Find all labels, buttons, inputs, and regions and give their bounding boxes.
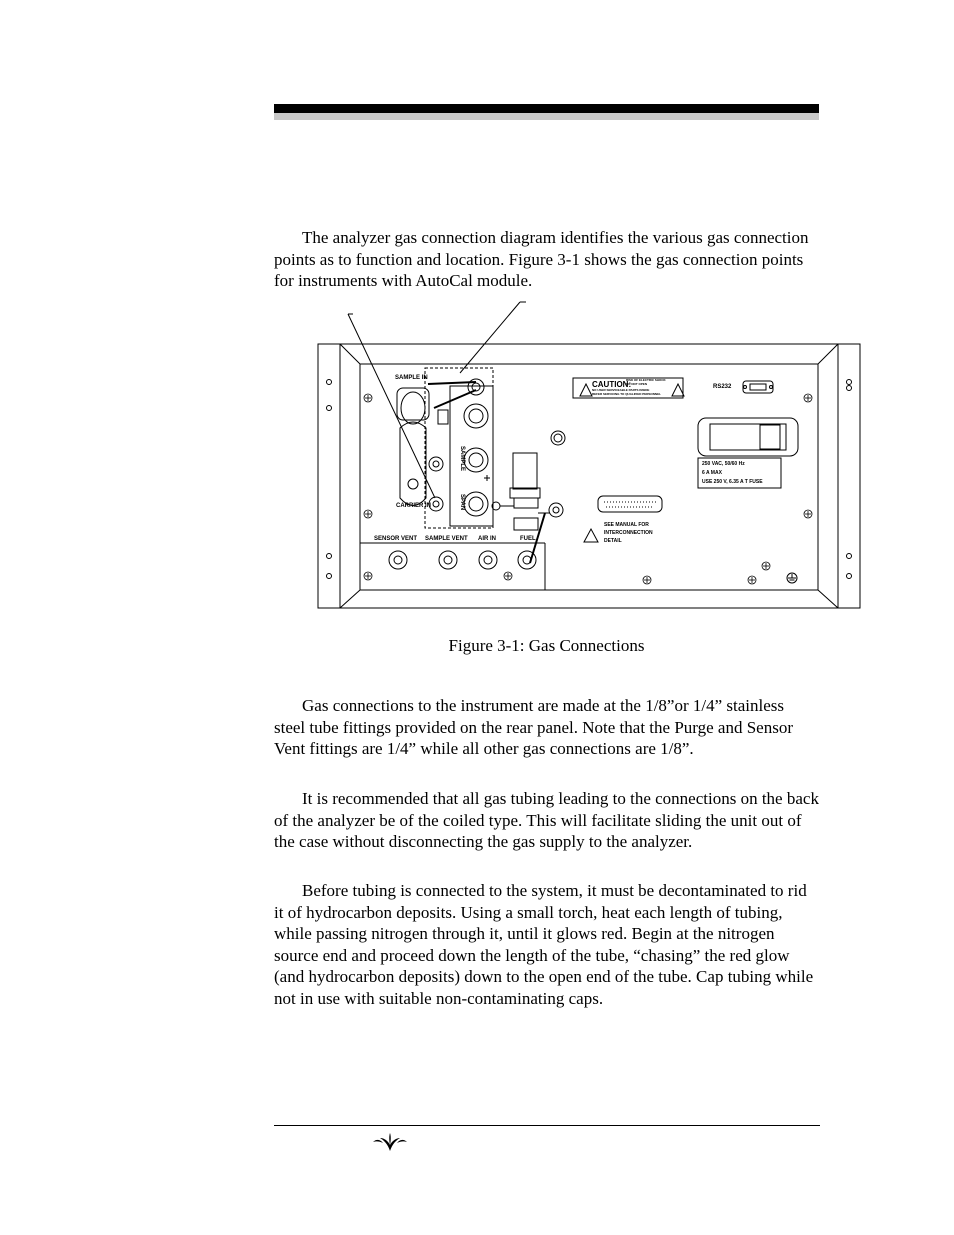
header-rule-shadow: [274, 113, 819, 120]
label-fuel: FUEL: [520, 536, 536, 542]
warning-triangle-icon: [580, 384, 684, 542]
label-power-line1: 250 VAC, 50/60 Hz: [702, 461, 745, 467]
gas-connections-figure: [300, 298, 870, 618]
label-caution-line4: REFER SERVICING TO QUALIFIED PERSONNEL: [592, 392, 661, 396]
label-sample-vent: SAMPLE VENT: [425, 536, 468, 542]
paragraph-coiled-tubing: It is recommended that all gas tubing leading to the connections on the back of the analyzer be of the coiled type. This will facilitate sliding the unit out of the case without disconnecting the gas supply to the analyzer.: [274, 789, 819, 852]
label-caution-line3: NO USER SERVICEABLE PARTS INSIDE: [592, 388, 650, 392]
label-caution-line1: RISK OF ELECTRIC SHOCK: [626, 378, 666, 382]
ground-icon: [787, 573, 797, 583]
label-air-in: AIR IN: [478, 536, 496, 542]
label-caution: CAUTION:: [592, 380, 632, 389]
footer-rule: [274, 1125, 820, 1126]
paragraph-fittings: Gas connections to the instrument are made at the 1/8”or 1/4” stainless steel tube fittings provided on the rear panel. Note that the Purge and Sensor Vent fittings are 1/4” while all other gas connections are 1/8”.: [274, 696, 793, 759]
label-sensor-vent: SENSOR VENT: [374, 536, 418, 542]
label-caution-line2: DO NOT OPEN: [626, 382, 648, 386]
label-see-manual-line2: INTERCONNECTION: [604, 530, 653, 536]
intro-paragraph: The analyzer gas connection diagram identifies the various gas connection points as to function and location. Figure 3-1 shows the gas connection points for instruments with AutoCal module.: [274, 228, 809, 291]
label-power-line2: 6 A MAX: [702, 470, 722, 476]
label-see-manual-line1: SEE MANUAL FOR: [604, 522, 649, 528]
company-logo-icon: [372, 1131, 408, 1158]
rear-panel-drawing: [300, 298, 870, 618]
label-sample-in: SAMPLE IN: [395, 375, 428, 381]
label-rs232: RS232: [713, 384, 732, 390]
paragraph-decontamination: Before tubing is connected to the system, it must be decontaminated to rid it of hydrocarbon deposits. Using a small torch, heat each length of tubing, while passing nitrogen through it, until it glows red. Begin at the nitrogen source end and proceed down the length of the tube, “chasing” the red glow (and hydrocarbon deposits) down to the open end of the tube. Cap tubing while not in use with suitable non-contaminating caps.: [274, 881, 814, 1008]
header-rule: [274, 104, 819, 113]
label-see-manual-line3: DETAIL: [604, 538, 622, 544]
label-power-line3: USE 250 V, 6.35 A T FUSE: [702, 479, 763, 485]
label-sample: SAMPLE: [459, 446, 465, 472]
figure-caption: Figure 3-1: Gas Connections: [448, 636, 645, 655]
label-span: SPAN: [459, 494, 465, 511]
label-carrier-in: CARRIER IN: [396, 503, 432, 509]
